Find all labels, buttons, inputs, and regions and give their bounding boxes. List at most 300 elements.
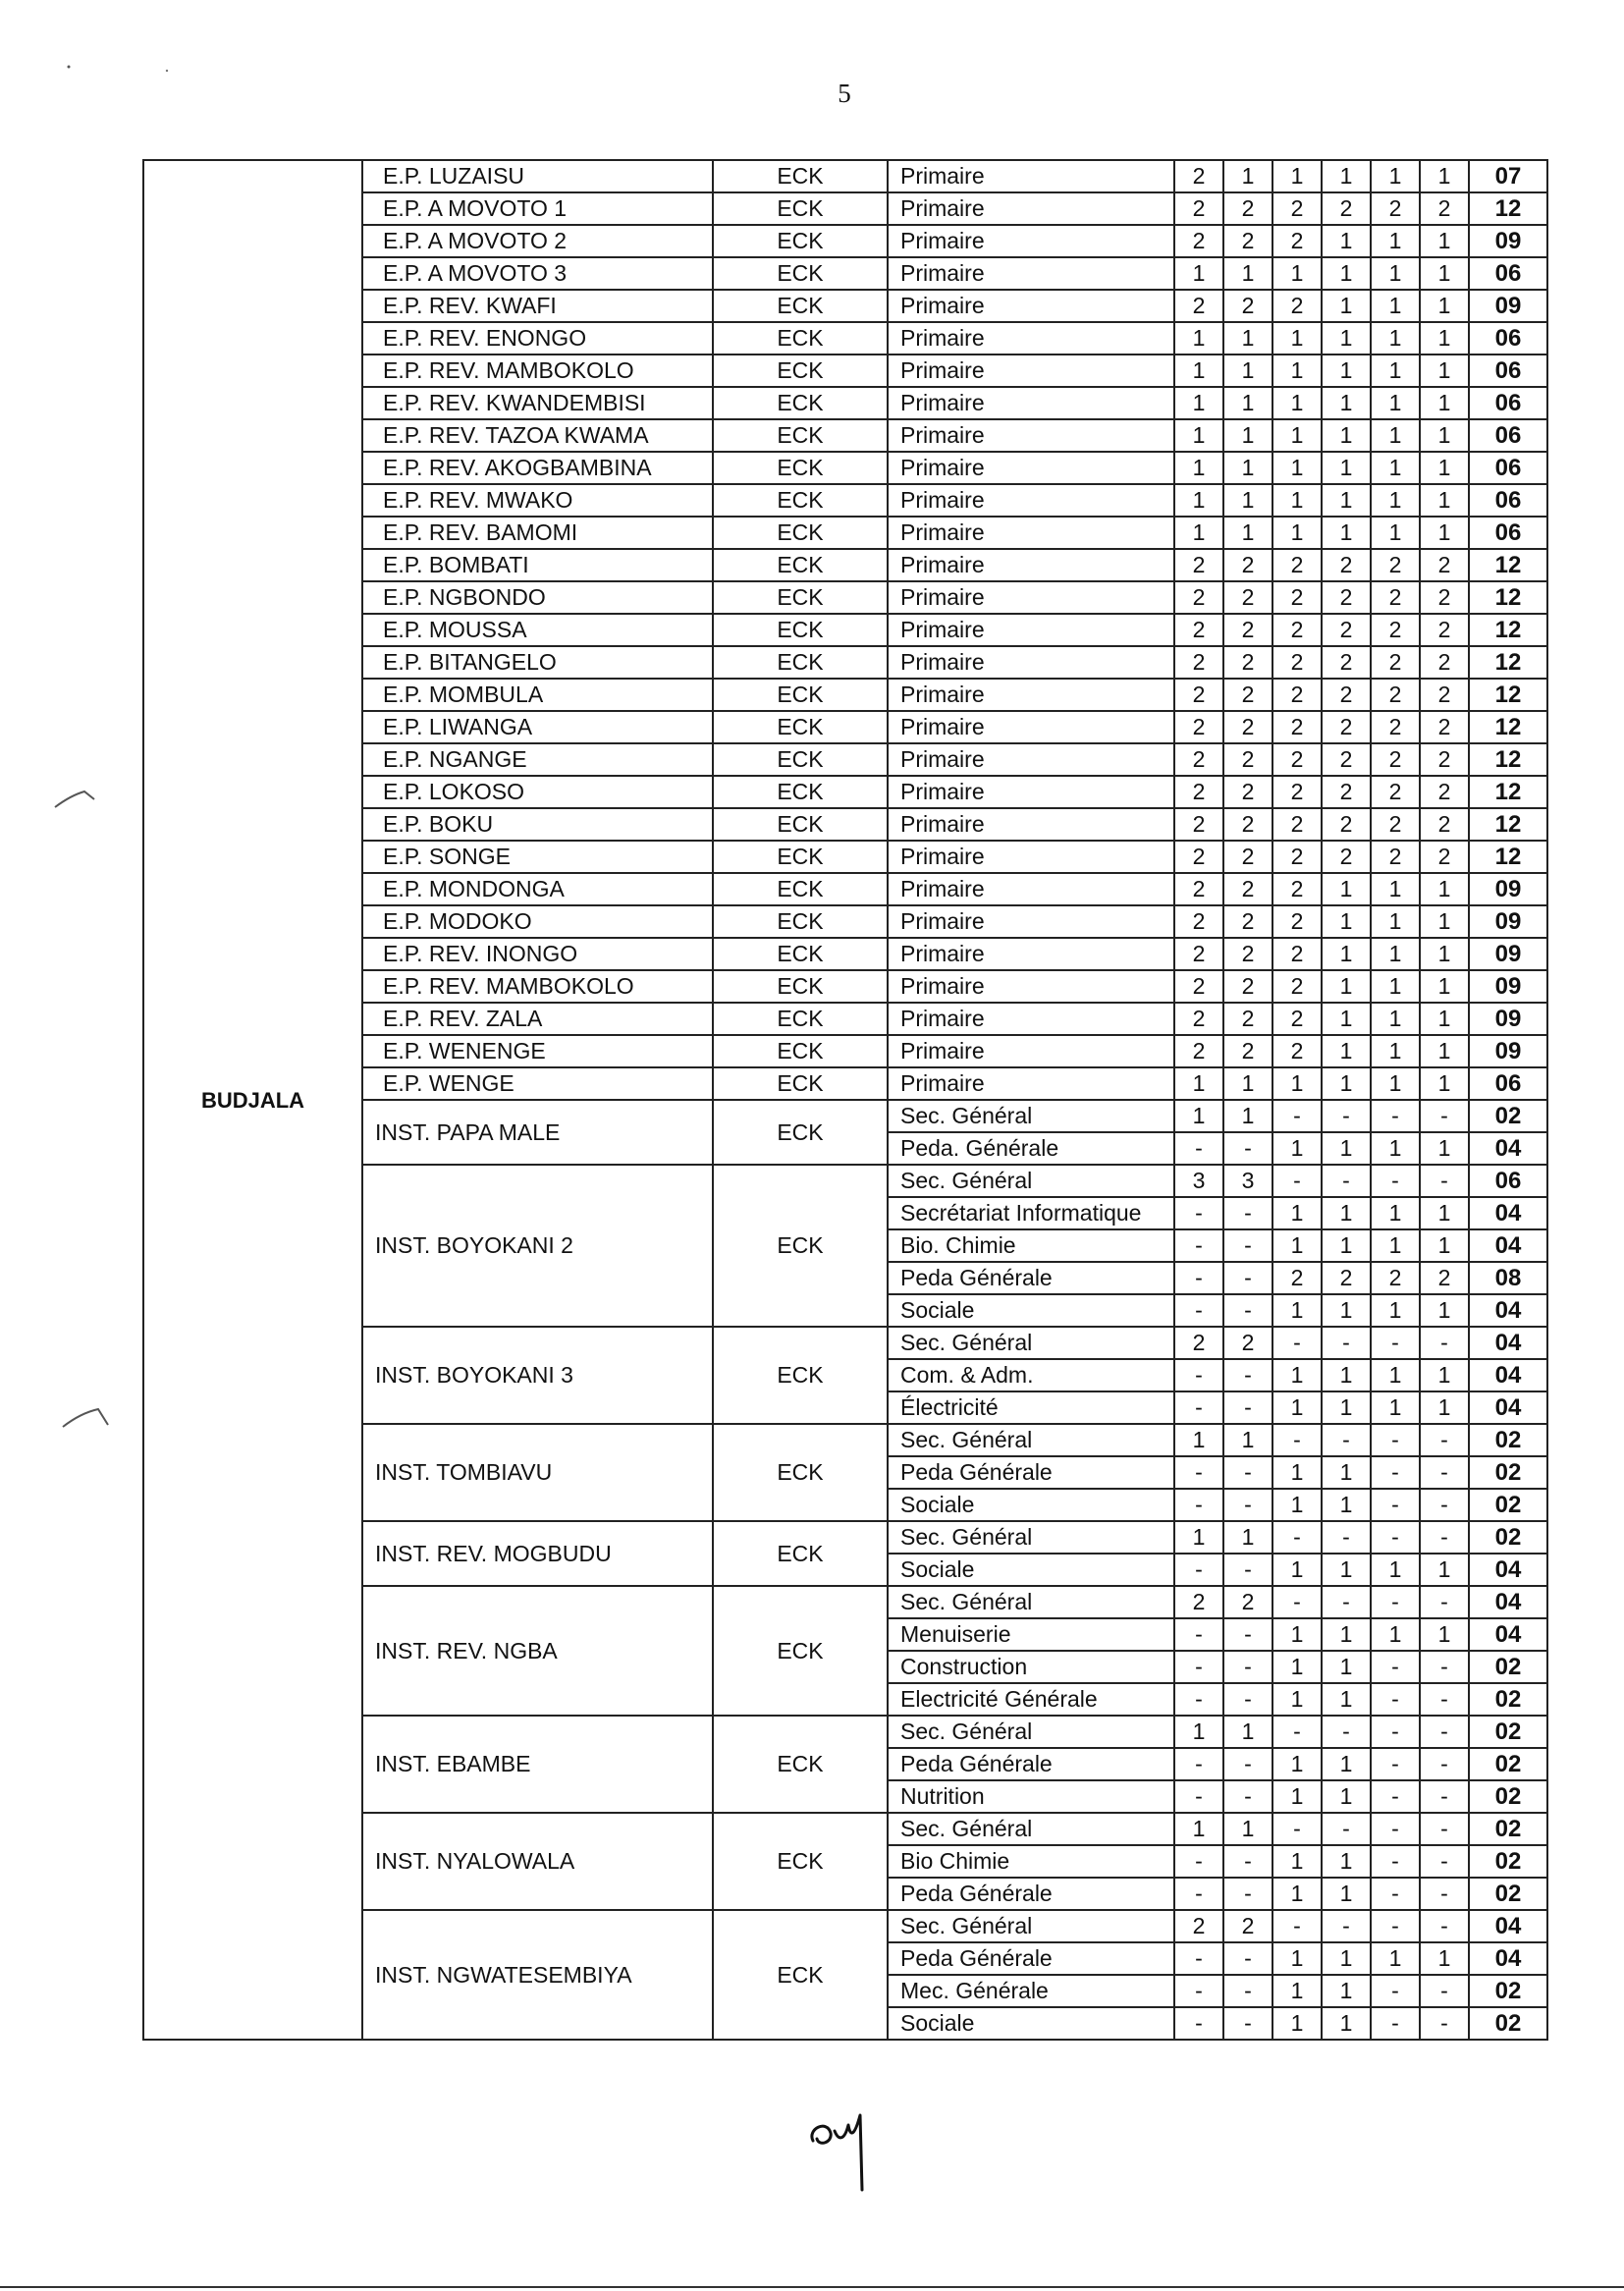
class-count-cell: - [1371,1521,1420,1554]
class-count-cell: 1 [1272,2007,1322,2040]
class-count-cell: 1 [1174,517,1223,549]
class-count-cell: 2 [1272,646,1322,679]
class-count-cell: 1 [1174,322,1223,355]
class-count-cell: 1 [1420,970,1469,1003]
class-count-cell: - [1322,1813,1371,1845]
class-count-cell: - [1371,1975,1420,2007]
total-cell: 02 [1469,1424,1547,1456]
class-count-cell: 2 [1174,1327,1223,1359]
class-count-cell: 1 [1371,355,1420,387]
class-count-cell: 2 [1420,646,1469,679]
total-cell: 06 [1469,517,1547,549]
class-count-cell: 1 [1272,517,1322,549]
school-name-cell: E.P. REV. MWAKO [362,484,713,517]
class-count-cell: - [1420,1813,1469,1845]
class-count-cell: 2 [1174,225,1223,257]
network-cell: ECK [713,1327,888,1424]
class-count-cell: 2 [1272,1035,1322,1067]
class-count-cell: 2 [1272,808,1322,841]
school-name-cell: E.P. REV. ZALA [362,1003,713,1035]
class-count-cell: 2 [1174,614,1223,646]
class-count-cell: 2 [1174,743,1223,776]
total-cell: 04 [1469,1229,1547,1262]
network-cell: ECK [713,808,888,841]
option-cell: Primaire [888,1035,1174,1067]
option-cell: Sociale [888,1489,1174,1521]
class-count-cell: 1 [1371,873,1420,905]
class-count-cell: 2 [1420,711,1469,743]
class-count-cell: - [1371,1100,1420,1132]
class-count-cell: 1 [1420,905,1469,938]
class-count-cell: 2 [1272,841,1322,873]
class-count-cell: - [1322,1100,1371,1132]
class-count-cell: - [1322,1521,1371,1554]
class-count-cell: 1 [1223,257,1272,290]
class-count-cell: 1 [1371,1132,1420,1165]
class-count-cell: 1 [1223,1067,1272,1100]
option-cell: Primaire [888,355,1174,387]
class-count-cell: 2 [1420,743,1469,776]
network-cell: ECK [713,1003,888,1035]
network-cell: ECK [713,1716,888,1813]
network-cell: ECK [713,776,888,808]
total-cell: 02 [1469,1975,1547,2007]
class-count-cell: 1 [1420,1003,1469,1035]
class-count-cell: 2 [1174,290,1223,322]
class-count-cell: - [1420,1456,1469,1489]
class-count-cell: 1 [1371,452,1420,484]
class-count-cell: 2 [1223,841,1272,873]
class-count-cell: 2 [1272,192,1322,225]
network-cell: ECK [713,1586,888,1716]
class-count-cell: - [1223,1197,1272,1229]
option-cell: Primaire [888,387,1174,419]
class-count-cell: 1 [1322,1197,1371,1229]
total-cell: 06 [1469,484,1547,517]
class-count-cell: 2 [1420,614,1469,646]
class-count-cell: 1 [1371,257,1420,290]
class-count-cell: 2 [1420,549,1469,581]
class-count-cell: 1 [1371,517,1420,549]
option-cell: Bio. Chimie [888,1229,1174,1262]
class-count-cell: - [1371,1651,1420,1683]
class-count-cell: - [1322,1424,1371,1456]
class-count-cell: - [1420,1716,1469,1748]
class-count-cell: 2 [1371,776,1420,808]
class-count-cell: 1 [1174,1521,1223,1554]
class-count-cell: 2 [1174,581,1223,614]
school-name-cell: E.P. MONDONGA [362,873,713,905]
class-count-cell: 1 [1322,1975,1371,2007]
class-count-cell: - [1174,1456,1223,1489]
class-count-cell: 2 [1272,743,1322,776]
institution-name-cell: INST. EBAMBE [362,1716,713,1813]
total-cell: 09 [1469,1003,1547,1035]
class-count-cell: - [1174,1197,1223,1229]
school-name-cell: E.P. NGANGE [362,743,713,776]
network-cell: ECK [713,614,888,646]
network-cell: ECK [713,905,888,938]
class-count-cell: 1 [1420,355,1469,387]
class-count-cell: 1 [1272,1197,1322,1229]
class-count-cell: 1 [1322,355,1371,387]
network-cell: ECK [713,1424,888,1521]
school-name-cell: E.P. WENENGE [362,1035,713,1067]
class-count-cell: 1 [1420,290,1469,322]
class-count-cell: 1 [1371,484,1420,517]
class-count-cell: 1 [1420,1229,1469,1262]
class-count-cell: 1 [1322,419,1371,452]
class-count-cell: 2 [1174,679,1223,711]
class-count-cell: - [1174,1554,1223,1586]
option-cell: Primaire [888,614,1174,646]
class-count-cell: 1 [1272,1780,1322,1813]
class-count-cell: 1 [1174,1067,1223,1100]
school-name-cell: E.P. REV. KWAFI [362,290,713,322]
class-count-cell: 1 [1420,1132,1469,1165]
option-cell: Peda Générale [888,1942,1174,1975]
class-count-cell: 1 [1322,1229,1371,1262]
class-count-cell: - [1174,1942,1223,1975]
class-count-cell: 1 [1371,1294,1420,1327]
network-cell: ECK [713,743,888,776]
class-count-cell: - [1420,1780,1469,1813]
school-name-cell: E.P. LIWANGA [362,711,713,743]
class-count-cell: - [1371,1845,1420,1878]
class-count-cell: 1 [1272,387,1322,419]
class-count-cell: 2 [1174,1586,1223,1618]
handwritten-initials-signature [805,2101,893,2195]
network-cell: ECK [713,1165,888,1327]
school-name-cell: E.P. REV. BAMOMI [362,517,713,549]
school-name-cell: E.P. A MOVOTO 1 [362,192,713,225]
class-count-cell: 1 [1420,322,1469,355]
class-count-cell: - [1174,1262,1223,1294]
class-count-cell: 1 [1272,1942,1322,1975]
class-count-cell: - [1272,1521,1322,1554]
class-count-cell: 2 [1174,970,1223,1003]
total-cell: 12 [1469,711,1547,743]
network-cell: ECK [713,873,888,905]
class-count-cell: 1 [1420,938,1469,970]
network-cell: ECK [713,679,888,711]
class-count-cell: 2 [1223,225,1272,257]
class-count-cell: 2 [1223,290,1272,322]
total-cell: 06 [1469,387,1547,419]
class-count-cell: 1 [1420,1391,1469,1424]
institution-name-cell: INST. BOYOKANI 2 [362,1165,713,1327]
class-count-cell: 1 [1223,1424,1272,1456]
class-count-cell: 1 [1322,290,1371,322]
class-count-cell: 1 [1371,387,1420,419]
class-count-cell: 1 [1322,1878,1371,1910]
class-count-cell: - [1223,2007,1272,2040]
class-count-cell: 1 [1371,225,1420,257]
option-cell: Primaire [888,808,1174,841]
class-count-cell: 1 [1322,1391,1371,1424]
class-count-cell: - [1223,1975,1272,2007]
class-count-cell: - [1420,1910,1469,1942]
class-count-cell: - [1223,1651,1272,1683]
class-count-cell: 1 [1223,1521,1272,1554]
class-count-cell: - [1174,1294,1223,1327]
class-count-cell: 1 [1174,387,1223,419]
option-cell: Primaire [888,160,1174,192]
class-count-cell: 2 [1174,549,1223,581]
class-count-cell: 2 [1322,679,1371,711]
class-count-cell: 2 [1371,614,1420,646]
class-count-cell: 2 [1223,614,1272,646]
total-cell: 02 [1469,1748,1547,1780]
option-cell: Primaire [888,938,1174,970]
school-name-cell: E.P. BOKU [362,808,713,841]
option-cell: Construction [888,1651,1174,1683]
class-count-cell: 1 [1272,1878,1322,1910]
class-count-cell: 1 [1322,1294,1371,1327]
class-count-cell: 2 [1174,938,1223,970]
class-count-cell: 2 [1371,743,1420,776]
network-cell: ECK [713,549,888,581]
network-cell: ECK [713,581,888,614]
option-cell: Sec. Général [888,1100,1174,1132]
class-count-cell: 1 [1174,1424,1223,1456]
class-count-cell: 1 [1371,938,1420,970]
total-cell: 02 [1469,1100,1547,1132]
class-count-cell: 2 [1322,1262,1371,1294]
school-name-cell: E.P. LOKOSO [362,776,713,808]
option-cell: Sec. Général [888,1424,1174,1456]
class-count-cell: 1 [1371,160,1420,192]
total-cell: 04 [1469,1197,1547,1229]
class-count-cell: - [1223,1229,1272,1262]
total-cell: 02 [1469,1878,1547,1910]
total-cell: 06 [1469,257,1547,290]
institution-name-cell: INST. NGWATESEMBIYA [362,1910,713,2040]
class-count-cell: 1 [1272,1554,1322,1586]
table-row [143,160,1547,192]
class-count-cell: 1 [1371,322,1420,355]
school-name-cell: E.P. MOUSSA [362,614,713,646]
class-count-cell: 2 [1371,646,1420,679]
total-cell: 12 [1469,743,1547,776]
class-count-cell: 3 [1174,1165,1223,1197]
network-cell: ECK [713,225,888,257]
class-count-cell: 1 [1420,1197,1469,1229]
class-count-cell: - [1420,1424,1469,1456]
option-cell: Sociale [888,2007,1174,2040]
total-cell: 09 [1469,905,1547,938]
class-count-cell: 1 [1272,1456,1322,1489]
class-count-cell: - [1272,1586,1322,1618]
option-cell: Primaire [888,1067,1174,1100]
class-count-cell: 1 [1420,484,1469,517]
class-count-cell: 1 [1420,1618,1469,1651]
option-cell: Primaire [888,776,1174,808]
class-count-cell: - [1371,1586,1420,1618]
class-count-cell: - [1174,1975,1223,2007]
school-name-cell: E.P. REV. TAZOA KWAMA [362,419,713,452]
total-cell: 09 [1469,1035,1547,1067]
class-count-cell: 2 [1174,776,1223,808]
class-count-cell: 1 [1223,452,1272,484]
option-cell: Peda. Générale [888,1132,1174,1165]
school-name-cell: E.P. REV. INONGO [362,938,713,970]
option-cell: Primaire [888,517,1174,549]
class-count-cell: 1 [1371,1067,1420,1100]
class-count-cell: 1 [1322,1618,1371,1651]
total-cell: 09 [1469,225,1547,257]
class-count-cell: 2 [1272,776,1322,808]
class-count-cell: 1 [1420,873,1469,905]
class-count-cell: 1 [1420,1294,1469,1327]
class-count-cell: 1 [1223,355,1272,387]
class-count-cell: - [1322,1327,1371,1359]
class-count-cell: 2 [1420,1262,1469,1294]
class-count-cell: - [1223,1618,1272,1651]
class-count-cell: 2 [1223,1003,1272,1035]
class-count-cell: - [1322,1910,1371,1942]
class-count-cell: - [1174,1780,1223,1813]
total-cell: 02 [1469,1683,1547,1716]
class-count-cell: 2 [1174,841,1223,873]
class-count-cell: 2 [1371,581,1420,614]
network-cell: ECK [713,646,888,679]
class-count-cell: - [1272,1165,1322,1197]
school-name-cell: E.P. BITANGELO [362,646,713,679]
total-cell: 06 [1469,1067,1547,1100]
total-cell: 04 [1469,1294,1547,1327]
institution-name-cell: INST. REV. MOGBUDU [362,1521,713,1586]
class-count-cell: 2 [1174,808,1223,841]
class-count-cell: 2 [1420,192,1469,225]
class-count-cell: - [1272,1424,1322,1456]
class-count-cell: - [1174,1229,1223,1262]
class-count-cell: - [1371,1456,1420,1489]
class-count-cell: 1 [1371,1035,1420,1067]
class-count-cell: - [1174,1489,1223,1521]
class-count-cell: 1 [1322,1003,1371,1035]
class-count-cell: 1 [1223,517,1272,549]
scan-speck-mark [59,59,177,79]
class-count-cell: 2 [1223,808,1272,841]
class-count-cell: 2 [1371,679,1420,711]
class-count-cell: 1 [1272,1132,1322,1165]
class-count-cell: 2 [1322,711,1371,743]
class-count-cell: - [1272,1910,1322,1942]
total-cell: 02 [1469,1456,1547,1489]
class-count-cell: 1 [1322,1780,1371,1813]
class-count-cell: 2 [1223,192,1272,225]
class-count-cell: 2 [1272,290,1322,322]
option-cell: Sec. Général [888,1716,1174,1748]
class-count-cell: - [1174,1359,1223,1391]
class-count-cell: 1 [1272,1229,1322,1262]
class-count-cell: 2 [1174,192,1223,225]
total-cell: 06 [1469,322,1547,355]
class-count-cell: 1 [1272,322,1322,355]
option-cell: Électricité [888,1391,1174,1424]
class-count-cell: 2 [1371,808,1420,841]
class-count-cell: - [1322,1165,1371,1197]
class-count-cell: - [1223,1780,1272,1813]
option-cell: Primaire [888,970,1174,1003]
class-count-cell: 2 [1223,1327,1272,1359]
class-count-cell: 2 [1174,905,1223,938]
institution-name-cell: INST. PAPA MALE [362,1100,713,1165]
option-cell: Sociale [888,1294,1174,1327]
class-count-cell: - [1174,1651,1223,1683]
class-count-cell: - [1371,1683,1420,1716]
class-count-cell: 1 [1322,517,1371,549]
class-count-cell: 1 [1272,484,1322,517]
class-count-cell: 1 [1371,290,1420,322]
class-count-cell: 2 [1371,711,1420,743]
school-name-cell: E.P. REV. MAMBOKOLO [362,970,713,1003]
option-cell: Primaire [888,1003,1174,1035]
class-count-cell: 1 [1322,2007,1371,2040]
class-count-cell: 1 [1371,1197,1420,1229]
total-cell: 12 [1469,808,1547,841]
class-count-cell: 1 [1322,257,1371,290]
option-cell: Sec. Général [888,1165,1174,1197]
class-count-cell: 2 [1223,549,1272,581]
class-count-cell: 2 [1420,841,1469,873]
schools-table [142,159,1548,2041]
class-count-cell: 1 [1272,419,1322,452]
class-count-cell: 1 [1322,1359,1371,1391]
class-count-cell: 1 [1223,1813,1272,1845]
option-cell: Primaire [888,484,1174,517]
class-count-cell: 1 [1420,517,1469,549]
total-cell: 04 [1469,1910,1547,1942]
class-count-cell: - [1223,1748,1272,1780]
class-count-cell: 1 [1174,1716,1223,1748]
school-name-cell: E.P. BOMBATI [362,549,713,581]
total-cell: 04 [1469,1359,1547,1391]
class-count-cell: - [1174,1878,1223,1910]
page-number: 5 [838,79,851,108]
option-cell: Primaire [888,192,1174,225]
total-cell: 02 [1469,2007,1547,2040]
class-count-cell: 1 [1322,1683,1371,1716]
option-cell: Primaire [888,452,1174,484]
total-cell: 07 [1469,160,1547,192]
class-count-cell: 1 [1322,225,1371,257]
class-count-cell: 2 [1371,192,1420,225]
class-count-cell: - [1223,1359,1272,1391]
option-cell: Primaire [888,679,1174,711]
class-count-cell: 1 [1223,1100,1272,1132]
class-count-cell: 1 [1223,160,1272,192]
class-count-cell: 1 [1371,1942,1420,1975]
class-count-cell: 1 [1322,970,1371,1003]
option-cell: Primaire [888,581,1174,614]
class-count-cell: 2 [1371,549,1420,581]
class-count-cell: 2 [1174,160,1223,192]
class-count-cell: - [1371,2007,1420,2040]
option-cell: Sec. Général [888,1813,1174,1845]
option-cell: Com. & Adm. [888,1359,1174,1391]
network-cell: ECK [713,192,888,225]
network-cell: ECK [713,1910,888,2040]
class-count-cell: - [1420,1748,1469,1780]
class-count-cell: 1 [1322,1456,1371,1489]
school-name-cell: E.P. A MOVOTO 2 [362,225,713,257]
class-count-cell: 2 [1174,711,1223,743]
class-count-cell: 2 [1223,743,1272,776]
class-count-cell: - [1420,2007,1469,2040]
class-count-cell: 1 [1322,1067,1371,1100]
